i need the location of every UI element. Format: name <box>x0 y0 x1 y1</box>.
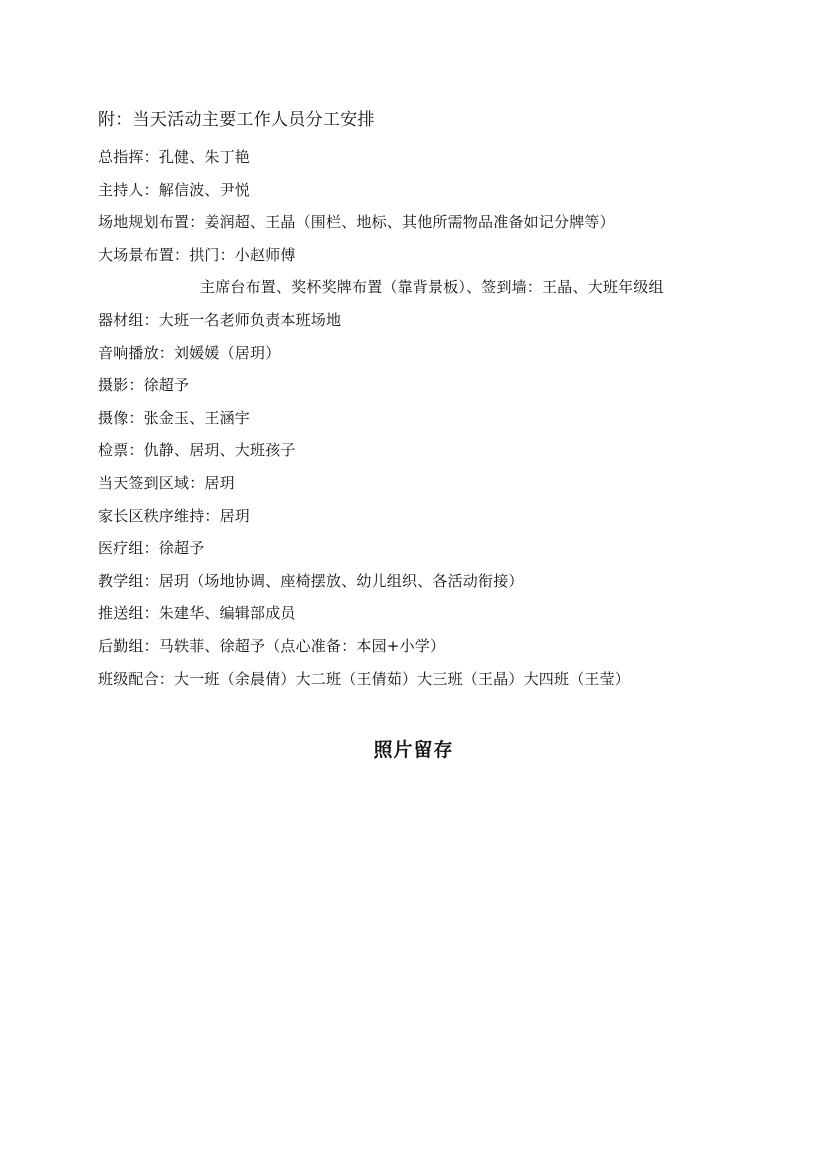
assignment-line-large-scene: 大场景布置：拱门：小赵师傅 <box>98 245 296 264</box>
assignment-line-logistics: 后勤组：马轶菲、徐超予（点心准备：本园+小学） <box>98 636 446 655</box>
assignment-line-photography: 摄影：徐超予 <box>98 376 190 395</box>
assignment-line-teaching: 教学组：居玥（场地协调、座椅摆放、幼儿组织、各活动衔接） <box>98 571 524 590</box>
assignment-line-sign-in-area: 当天签到区域：居玥 <box>98 473 235 492</box>
assignment-line-medical: 医疗组：徐超予 <box>98 539 205 558</box>
assignment-line-class-cooperation: 班级配合：大一班（余晨倩）大二班（王倩茹）大三班（王晶）大四班（王莹） <box>98 669 631 688</box>
staff-assignment-list <box>98 146 798 700</box>
assignment-line-equipment: 器材组：大班一名老师负责本班场地 <box>98 310 342 329</box>
assignment-line-venue-planning: 场地规划布置：姜润超、王晶（围栏、地标、其他所需物品准备如记分牌等） <box>98 213 615 232</box>
assignment-line-host: 主持人：解信波、尹悦 <box>98 180 251 199</box>
assignment-line-audio: 音响播放：刘媛媛（居玥） <box>98 343 281 362</box>
assignment-line-parent-area-order: 家长区秩序维持：居玥 <box>98 506 251 525</box>
assignment-line-publicity: 推送组：朱建华、编辑部成员 <box>98 604 296 623</box>
assignment-line-ticket-check: 检票：仇静、居玥、大班孩子 <box>98 441 296 460</box>
assignment-line-general-commander: 总指挥：孔健、朱丁艳 <box>98 148 251 166</box>
assignment-line-video: 摄像：张金玉、王涵宇 <box>98 408 251 427</box>
assignment-line-rostrum-setup: 主席台布置、奖杯奖牌布置（靠背景板）、签到墙：王晶、大班年级组 <box>200 278 664 297</box>
photo-section-title: 照片留存 <box>373 739 454 761</box>
appendix-heading: 附：当天活动主要工作人员分工安排 <box>98 110 375 130</box>
